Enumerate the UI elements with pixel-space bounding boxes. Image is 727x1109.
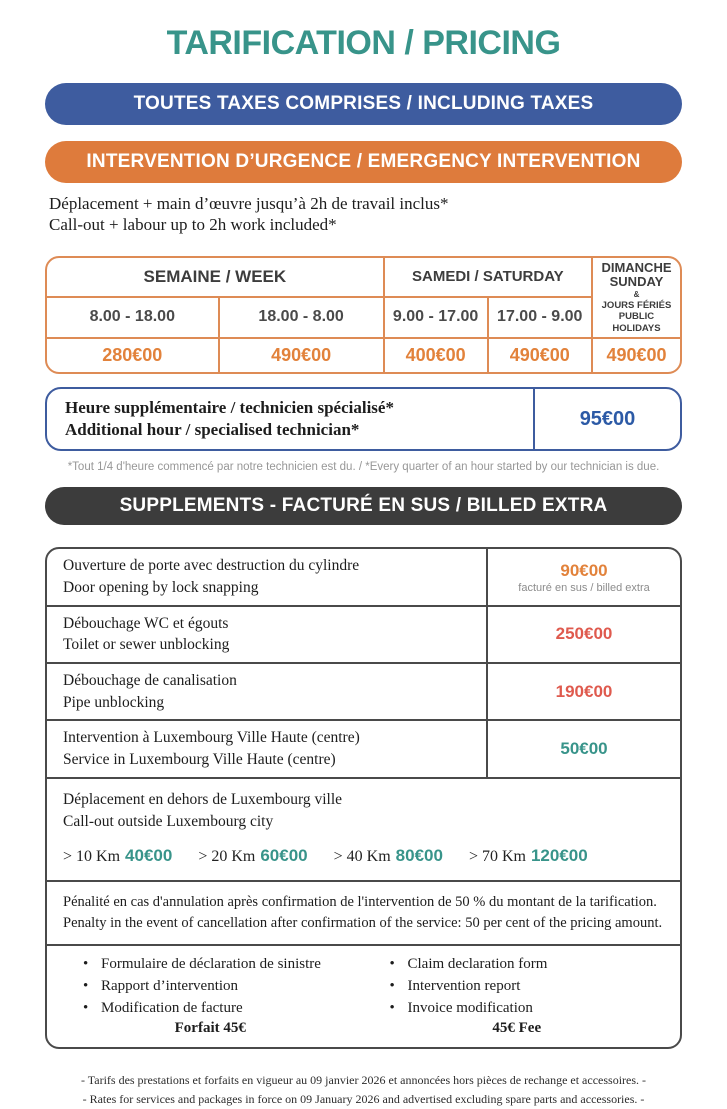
sunday-header-en: SUNDAY [609, 274, 664, 290]
distance-label: > 10 Km [63, 848, 121, 866]
documents-list-fr [83, 954, 364, 1019]
service-price [486, 721, 680, 776]
price-cell: 400€00 [384, 338, 488, 372]
price-value: 50€00 [560, 739, 608, 759]
time-slot: 8.00 - 18.00 [47, 297, 219, 338]
distance-price: 60€00 [260, 846, 308, 866]
supplements-table [45, 547, 682, 1049]
documents-list-en [390, 954, 671, 1019]
documents-fee-fr: Forfait 45€ [174, 1020, 246, 1037]
price-cell: 490€00 [606, 345, 667, 366]
footer-line-en: - Rates for services and packages in force on 09 January 2026 and advertised excluding spare parts and accessories. - [82, 1092, 645, 1107]
holidays-header-en: PUBLIC HOLIDAYS [612, 311, 661, 334]
service-en: Door opening by lock snapping [63, 579, 259, 597]
emergency-banner: INTERVENTION D’URGENCE / EMERGENCY INTERVENTION [45, 141, 682, 183]
price-note: facturé en sus / billed extra [518, 581, 650, 594]
validity-footer [45, 1071, 682, 1108]
price-value: 90€00 [560, 560, 608, 580]
service-description [47, 664, 486, 719]
emergency-intro-fr: Déplacement + main d’œuvre jusqu’à 2h de travail inclus* [49, 194, 449, 213]
emergency-intro [49, 193, 682, 236]
extra-hour-label [47, 389, 533, 449]
distance-pair [469, 846, 588, 866]
distance-pair [63, 846, 172, 866]
documents-column-fr [57, 954, 364, 1037]
holidays-header-fr: JOURS FÉRIÉS [601, 299, 672, 311]
callout-description [63, 789, 664, 832]
price-value: 190€00 [555, 681, 613, 701]
service-en: Toilet or sewer unblocking [63, 636, 230, 654]
penalty-fr: Pénalité en cas d'annulation après confirmation de l'intervention de 50 % du montant de la tarification. [63, 894, 657, 911]
quarter-hour-footnote: *Tout 1/4 d'heure commencé par notre technicien est du. / *Every quarter of an hour started by our technician is due. [67, 461, 660, 474]
price-value: 250€00 [555, 624, 613, 644]
cancellation-penalty-row [47, 882, 680, 946]
table-row [47, 664, 680, 721]
service-description [47, 721, 486, 776]
service-description [47, 607, 486, 662]
service-price [486, 607, 680, 662]
penalty-en: Penalty in the event of cancellation after confirmation of the service: 50 per cent of the pricing amount. [63, 915, 663, 932]
service-fr: Débouchage de canalisation [63, 672, 237, 690]
service-description [47, 549, 486, 604]
time-slot: 18.00 - 8.00 [219, 297, 384, 338]
documents-row [47, 946, 680, 1047]
service-fr: Ouverture de porte avec destruction du cylindre [63, 557, 360, 575]
callout-en: Call-out outside Luxembourg city [63, 812, 274, 830]
sunday-header-amp: & [633, 290, 640, 300]
distance-prices [63, 846, 664, 866]
distance-price: 120€00 [530, 846, 588, 866]
time-slot: 17.00 - 9.00 [488, 297, 592, 338]
service-en: Service in Luxembourg Ville Haute (centre) [63, 751, 336, 769]
week-group-header: SEMAINE / WEEK [47, 258, 384, 297]
distance-pair [334, 846, 443, 866]
list-item: • Modification de facture [83, 998, 364, 1020]
distance-price: 40€00 [125, 846, 173, 866]
extra-hour-label-fr: Heure supplémentaire / technicien spécialisé* [65, 398, 394, 418]
callout-distance-row [47, 779, 680, 882]
sunday-header-fr: DIMANCHE [601, 259, 672, 275]
service-en: Pipe unblocking [63, 693, 165, 711]
list-item: • Formulaire de déclaration de sinistre [83, 954, 364, 976]
table-row [47, 607, 680, 664]
table-row [47, 549, 680, 606]
saturday-group-header: SAMEDI / SATURDAY [384, 258, 592, 297]
documents-fee-en: 45€ Fee [492, 1020, 542, 1037]
extra-hour-box [45, 387, 682, 451]
list-item: • Claim declaration form [390, 954, 671, 976]
service-fr: Débouchage WC et égouts [63, 614, 229, 632]
distance-label: > 40 Km [333, 848, 391, 866]
extra-hour-price: 95€00 [533, 389, 680, 449]
taxes-banner: TOUTES TAXES COMPRISES / INCLUDING TAXES [45, 83, 682, 125]
distance-label: > 70 Km [468, 848, 526, 866]
emergency-intro-en: Call-out + labour up to 2h work included* [49, 215, 337, 235]
service-price [486, 549, 680, 604]
distance-price: 80€00 [395, 846, 443, 866]
documents-column-en [364, 954, 671, 1037]
price-cell: 490€00 [488, 338, 592, 372]
distance-label: > 20 Km [198, 848, 256, 866]
price-cell: 280€00 [47, 338, 219, 372]
week-pricing-table [45, 256, 682, 375]
price-cell: 490€00 [219, 338, 384, 372]
table-row [47, 721, 680, 778]
page-title: TARIFICATION / PRICING [166, 24, 561, 62]
list-item: • Rapport d’intervention [83, 976, 364, 998]
service-fr: Intervention à Luxembourg Ville Haute (centre) [63, 729, 360, 747]
distance-pair [198, 846, 307, 866]
callout-fr: Déplacement en dehors de Luxembourg ville [63, 790, 343, 808]
footer-line-fr: - Tarifs des prestations et forfaits en vigueur au 09 janvier 2026 et annoncées hors pièces de rechange et accessoires. - [80, 1073, 647, 1088]
time-slot: 9.00 - 17.00 [384, 297, 488, 338]
service-price [486, 664, 680, 719]
list-item: • Invoice modification [390, 998, 671, 1020]
supplements-banner: SUPPLEMENTS - FACTURÉ EN SUS / BILLED EXTRA [45, 487, 682, 525]
extra-hour-label-en: Additional hour / specialised technician* [65, 420, 360, 440]
list-item: • Intervention report [390, 976, 671, 998]
sunday-holidays-header [592, 258, 680, 339]
